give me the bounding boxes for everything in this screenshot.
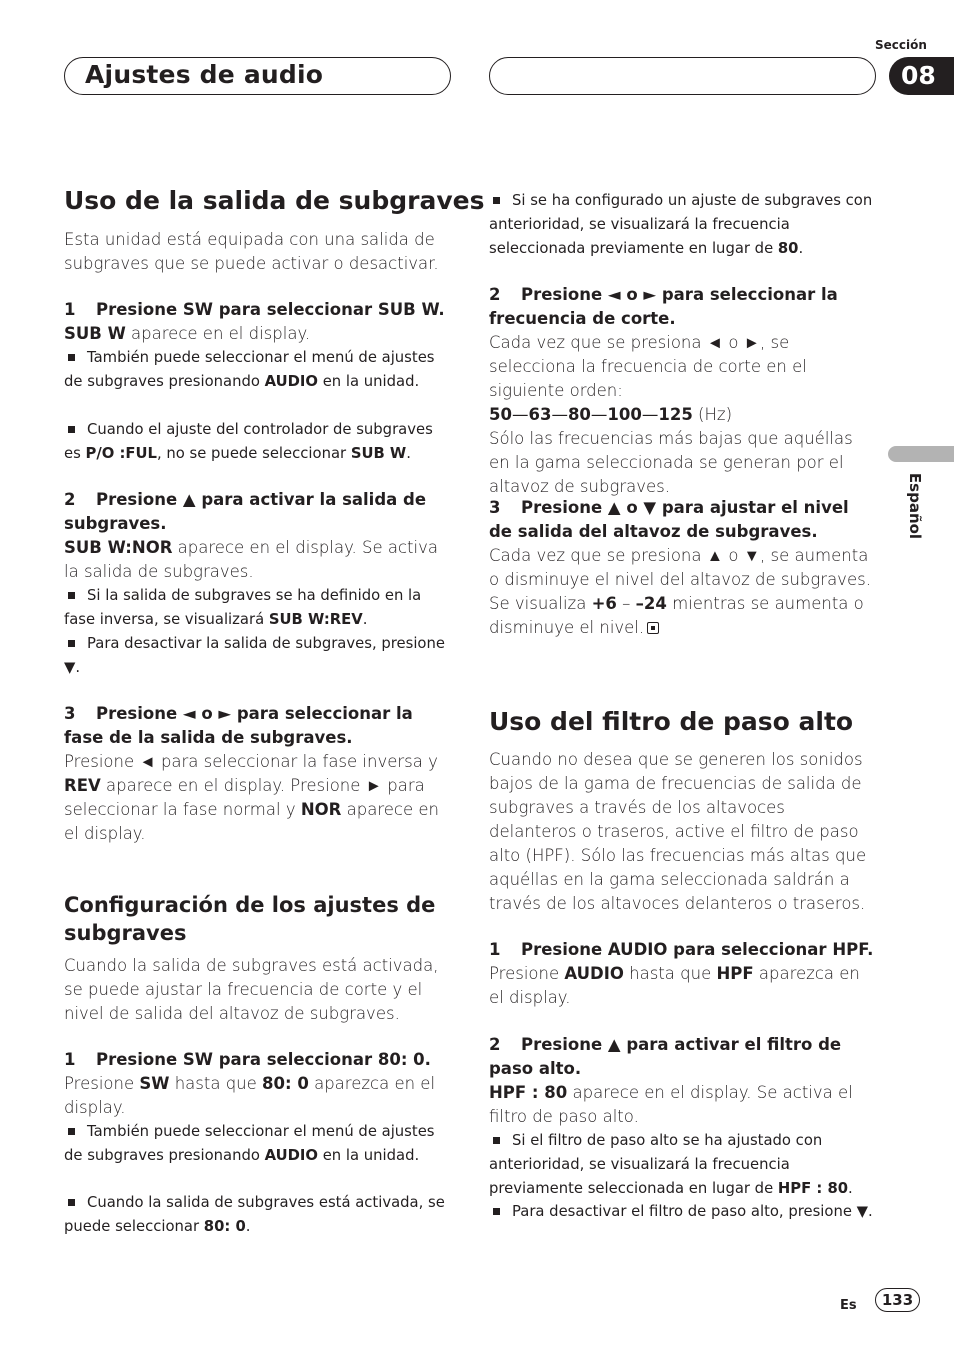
hpf-step-2-title: 2 Presione ▲ para activar el filtro de paso alto. — [489, 1035, 842, 1078]
note-item: También puede seleccionar el menú de ajustes de subgraves presionando AUDIO en la unidad. — [64, 349, 435, 390]
settings-step-1-title: 1 Presione SW para seleccionar 80: 0. — [64, 1050, 431, 1069]
bullet-icon — [68, 1199, 75, 1206]
header-title-frame — [64, 57, 451, 95]
note-item: Cuando el ajuste del controlador de subgraves es P/O :FUL, no se puede seleccionar SUB W. — [64, 421, 433, 462]
bullet-icon — [68, 592, 75, 599]
hpf-step-1-title: 1 Presione AUDIO para seleccionar HPF. — [489, 940, 874, 959]
settings-step-1-body: Presione SW hasta que 80: 0 aparezca en el display. — [64, 1074, 436, 1117]
step-2-title: 2 Presione ▲ para activar la salida de subgraves. — [64, 490, 427, 533]
hpf-intro-paragraph: Cuando no desea que se generen los sonidos bajos de la gama de frecuencias de salida de subgraves a través de los altavoces delanteros o traseros, active el filtro de paso alto (HPF). Sólo las frecuencias más altas que aquéllas en la gama seleccionada saldrán a través de los altavoces delanteros o traseros. — [489, 750, 867, 913]
section-label: Sección — [875, 38, 927, 52]
settings-step-3-title: 3 Presione ▲ o ▼ para ajustar el nivel de salida del altavoz de subgraves. — [489, 498, 849, 541]
bullet-icon — [68, 426, 75, 433]
hpf-step-2-body: HPF : 80 aparece en el display. Se activa el filtro de paso alto. — [489, 1083, 853, 1126]
subsection-heading-settings: Configuración de los ajustes de subgraves — [64, 893, 436, 945]
bullet-icon — [493, 1208, 500, 1215]
step-3-body: Presione ◄ para seleccionar la fase inversa y REV aparece en el display. Presione ► para seleccionar la fase normal y NOR aparece en el display. — [64, 752, 439, 843]
section-heading-hpf: Uso del filtro de paso alto — [489, 707, 854, 736]
note-item: Si el filtro de paso alto se ha ajustado con anterioridad, se visualizará la frecuencia previamente seleccionada en lugar de HPF : 80. — [489, 1132, 853, 1197]
language-tab — [888, 446, 954, 462]
end-of-section-icon — [647, 622, 659, 634]
section-number-badge: 08 — [889, 57, 954, 95]
step-3-title: 3 Presione ◄ o ► para seleccionar la fase de la salida de subgraves. — [64, 704, 413, 747]
note-item: Para desactivar el filtro de paso alto, presione ▼. — [489, 1200, 877, 1224]
bullet-icon — [68, 1128, 75, 1135]
chapter-title: Ajustes de audio — [85, 60, 324, 89]
page-number: 133 — [875, 1288, 920, 1312]
step-1-title: 1 Presione SW para seleccionar SUB W. — [64, 300, 445, 319]
bullet-icon — [68, 640, 75, 647]
header-empty-frame — [489, 57, 876, 95]
settings-intro-paragraph: Cuando la salida de subgraves está activada, se puede ajustar la frecuencia de corte y el nivel de salida del altavoz de subgraves. — [64, 956, 439, 1023]
bullet-icon — [68, 354, 75, 361]
note-item: También puede seleccionar el menú de ajustes de subgraves presionando AUDIO en la unidad. — [64, 1123, 435, 1164]
settings-step-2-body: Cada vez que se presiona ◄ o ►, se selecciona la frecuencia de corte en el siguiente orden: 50—63—80—100—125 (Hz) Sólo las frecuencias más bajas que aquéllas en la gama seleccionada se generan por el altavoz de subgraves. — [489, 333, 853, 496]
intro-paragraph: Esta unidad está equipada con una salida de subgraves que se puede activar o desactivar. — [64, 230, 439, 273]
note-item: Cuando la salida de subgraves está activada, se puede seleccionar 80: 0. — [64, 1194, 445, 1235]
note-item: Para desactivar la salida de subgraves, presione ▼. — [64, 635, 445, 676]
bullet-icon — [493, 197, 500, 204]
settings-step-2-title: 2 Presione ◄ o ► para seleccionar la frecuencia de corte. — [489, 285, 838, 328]
section-heading-subwoofer: Uso de la salida de subgraves — [64, 186, 485, 215]
step-1-body: SUB W aparece en el display. — [64, 324, 311, 343]
hpf-step-1-body: Presione AUDIO hasta que HPF aparezca en el display. — [489, 964, 860, 1007]
bullet-icon — [493, 1137, 500, 1144]
settings-step-3-body: Cada vez que se presiona ▲ o ▼, se aumenta o disminuye el nivel del altavoz de subgraves. Se visualiza +6 – –24 mientras se aumenta o disminuye el nivel. — [489, 546, 871, 637]
language-label: Español — [906, 472, 924, 540]
footer-language-code: Es — [840, 1298, 857, 1313]
step-2-body: SUB W:NOR aparece en el display. Se activa la salida de subgraves. — [64, 538, 438, 581]
note-item: Si se ha configurado un ajuste de subgraves con anterioridad, se visualizará la frecuencia seleccionada previamente en lugar de 80. — [489, 192, 873, 257]
note-item: Si la salida de subgraves se ha definido en la fase inversa, se visualizará SUB W:REV. — [64, 587, 422, 628]
